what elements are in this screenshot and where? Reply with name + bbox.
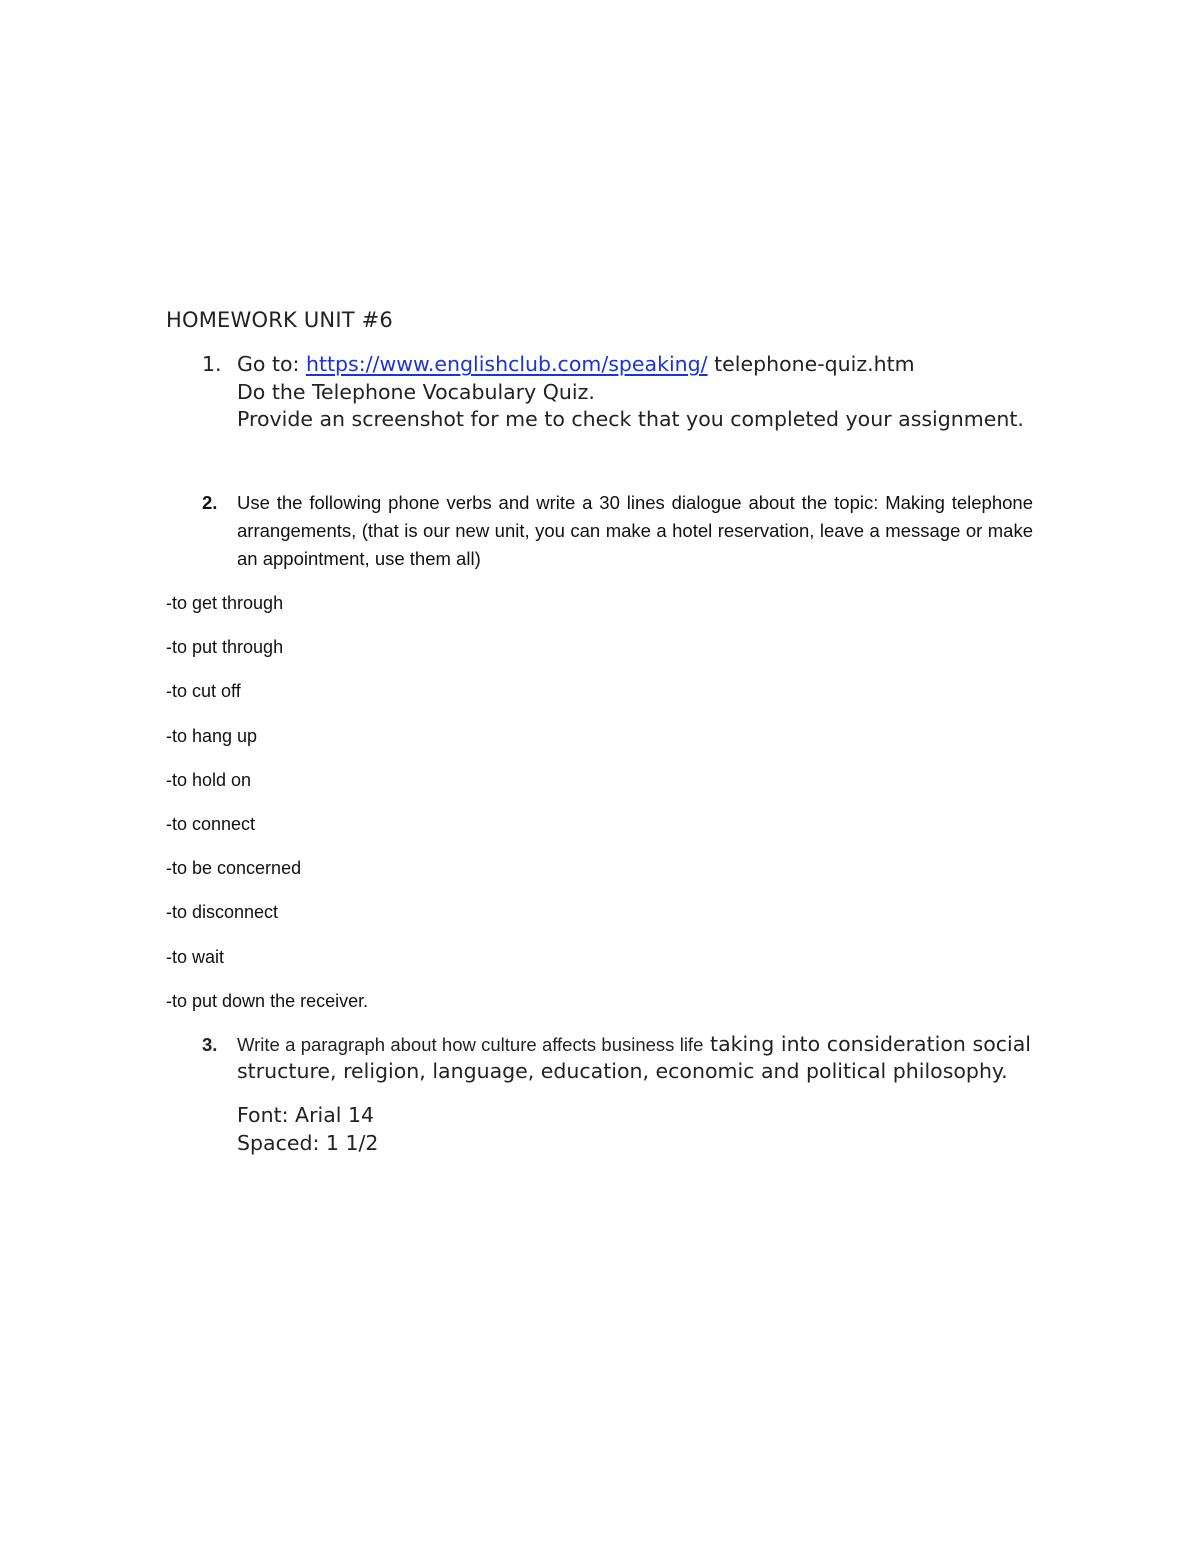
paragraph-lead: Write a paragraph about how culture affects business life [237,1034,704,1055]
page-title: HOMEWORK UNIT #6 [166,308,393,332]
goto-label: Go to: [237,352,300,376]
paragraph-rest: taking into consideration social structure, religion, language, education, economic and political philosophy. [237,1032,1031,1084]
format-requirements [237,1101,1031,1157]
list-item: -to get through [166,593,284,613]
goto-line [237,351,1036,379]
list-item: -to put down the receiver. [166,990,369,1011]
item-number: 3. [202,1034,218,1055]
quiz-instruction: Do the Telephone Vocabulary Quiz. [237,379,595,404]
paragraph-instruction [237,1031,1031,1157]
item-number: 1. [202,352,222,376]
list-item: -to wait [166,946,225,967]
list-item: -to connect [166,813,256,834]
list-item-1 [166,351,1036,434]
dialogue-instruction: Use the following phone verbs and write a 30 lines dialogue about the topic: Making telephone arrangements, (that is our new unit, you can make a hotel reservation, leave a message or make an appointment, use them all) [237,492,1033,569]
list-item: -to cut off [166,681,241,702]
phone-verb-list [166,591,368,1033]
screenshot-instruction: Provide an screenshot for me to check that you completed your assignment. [237,407,1024,431]
list-item-3 [166,1031,1036,1157]
list-item: -to put through [166,637,284,658]
link-suffix: telephone-quiz.htm [714,352,915,376]
list-item: -to hang up [166,725,258,746]
list-item-2 [166,489,1036,573]
list-item: -to be concerned [166,858,302,879]
font-requirement: Font: Arial 14 [237,1103,375,1128]
list-item: -to disconnect [166,902,279,923]
englishclub-link[interactable]: https://www.englishclub.com/speaking/ [305,352,708,376]
list-item: -to hold on [166,769,252,790]
item-number: 2. [202,492,218,513]
spacing-requirement: Spaced: 1 1/2 [237,1131,379,1156]
item-body [237,351,1036,434]
